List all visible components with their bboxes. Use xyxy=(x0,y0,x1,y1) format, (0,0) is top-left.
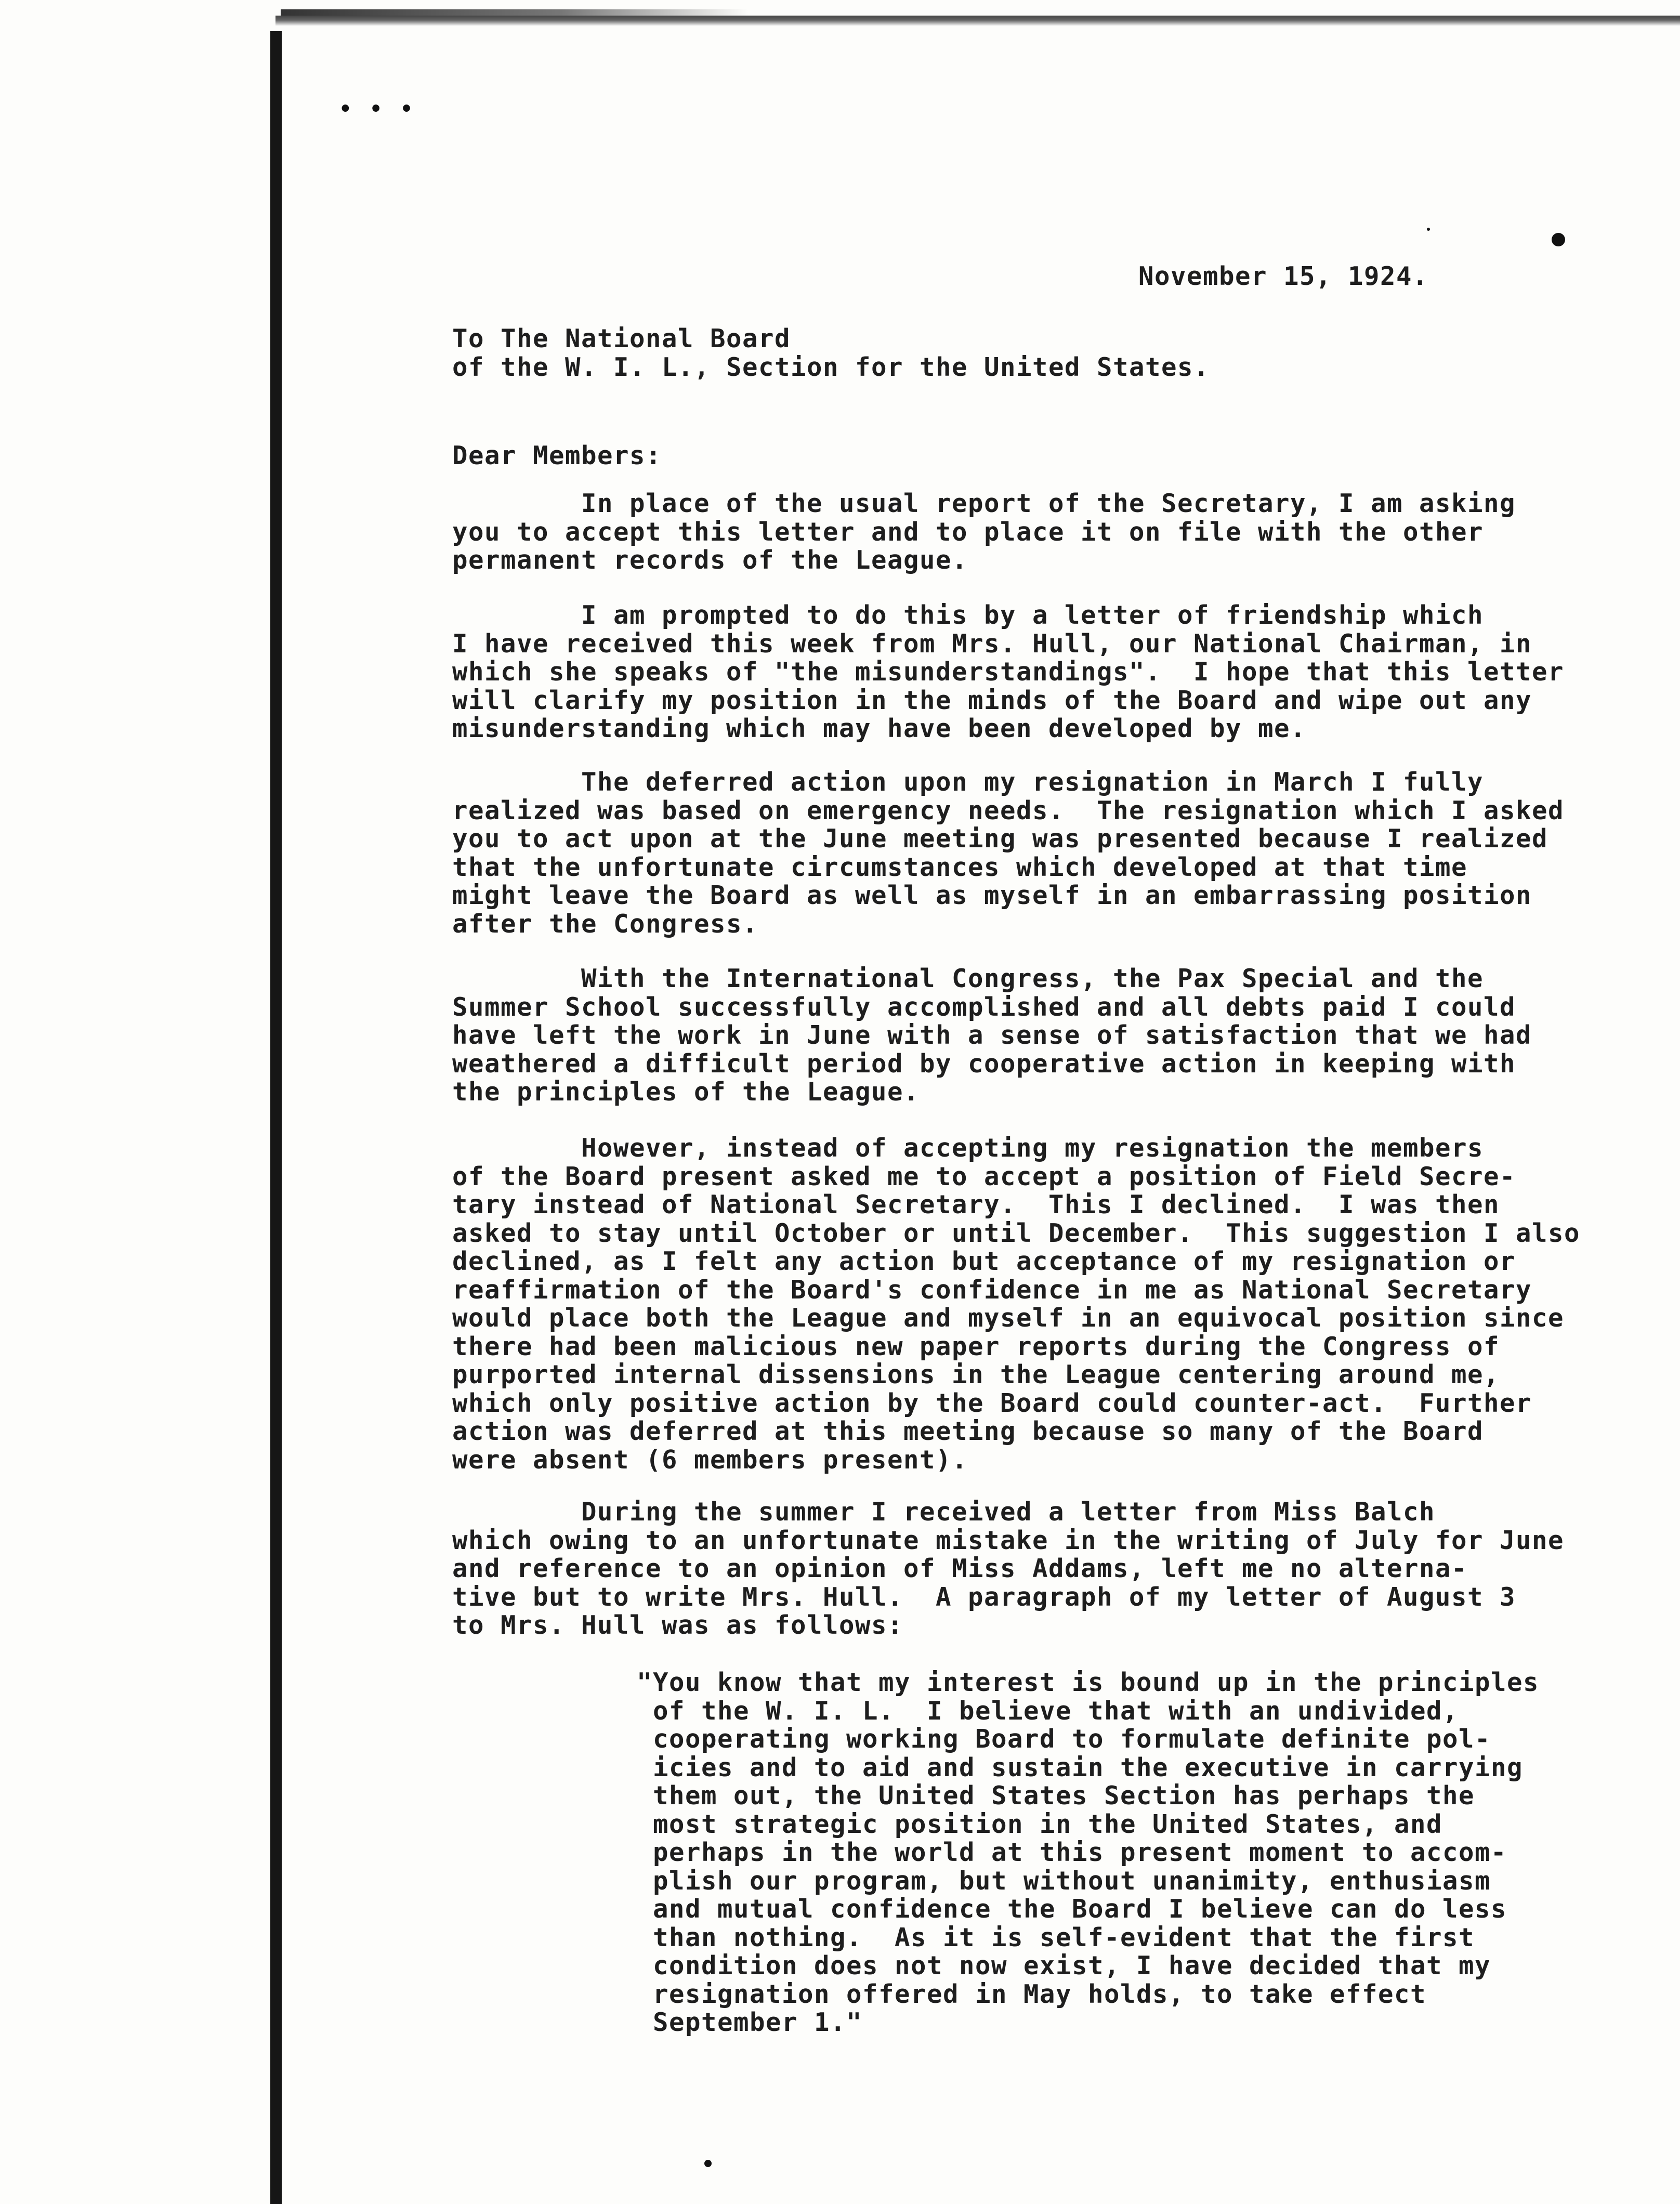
paragraph-6 xyxy=(452,1498,1564,1640)
text-line: were absent (6 members present). xyxy=(452,1445,968,1475)
text-line: misunderstanding which may have been developed by me. xyxy=(452,714,1307,743)
corner-marks: ••• xyxy=(338,96,430,124)
text-line: During the summer I received a letter from Miss Balch xyxy=(452,1497,1436,1527)
text-line: asked to stay until October or until December. This suggestion I also xyxy=(452,1218,1581,1248)
text-line: declined, as I felt any action but acceptance of my resignation or xyxy=(452,1247,1516,1276)
address-line: of the W. I. L., Section for the United States. xyxy=(452,352,1210,382)
text-line: after the Congress. xyxy=(452,909,759,939)
text-line: would place both the League and myself in an equivocal position since xyxy=(452,1303,1565,1333)
text-line: which owing to an unfortunate mistake in the writing of July for June xyxy=(452,1525,1565,1555)
text-line: September 1." xyxy=(637,2008,863,2037)
text-line: and reference to an opinion of Miss Addams, left me no alterna- xyxy=(452,1554,1468,1583)
text-line: which only positive action by the Board could counter-act. Further xyxy=(452,1388,1532,1418)
text-line: reaffirmation of the Board's confidence in me as National Secretary xyxy=(452,1275,1532,1305)
text-line: With the International Congress, the Pax Special and the xyxy=(452,964,1484,993)
text-line: purported internal dissensions in the League centering around me, xyxy=(452,1360,1500,1389)
text-line: of the W. I. L. I believe that with an undivided, xyxy=(637,1696,1459,1726)
text-line: I have received this week from Mrs. Hull, our National Chairman, in xyxy=(452,628,1532,659)
text-line: you to act upon at the June meeting was presented because I realized xyxy=(452,824,1548,854)
text-line: The deferred action upon my resignation in March I fully xyxy=(452,767,1484,797)
text-line: might leave the Board as well as myself in an embarrassing position xyxy=(452,881,1532,910)
address-line: To The National Board xyxy=(452,324,791,353)
text-line: However, instead of accepting my resignation the members xyxy=(452,1133,1484,1163)
text-line: of the Board present asked me to accept a position of Field Secre- xyxy=(452,1161,1516,1191)
text-line: resignation offered in May holds, to take effect xyxy=(637,1979,1427,2009)
paragraph-2 xyxy=(452,601,1564,743)
text-line: will clarify my position in the minds of the Board and wipe out any xyxy=(452,685,1532,715)
scan-top-edge xyxy=(275,16,1680,26)
text-line: which she speaks of "the misunderstandings". I hope that this letter xyxy=(452,657,1565,687)
text-line: perhaps in the world at this present moment to accom- xyxy=(637,1838,1507,1867)
text-line: condition does not now exist, I have decided that my xyxy=(637,1951,1491,1980)
text-line: tary instead of National Secretary. This I declined. I was then xyxy=(452,1190,1500,1219)
text-line: I am prompted to do this by a letter of friendship which xyxy=(452,600,1484,630)
text-line: you to accept this letter and to place it on file with the other xyxy=(452,517,1484,547)
text-line: "You know that my interest is bound up in the principles xyxy=(637,1668,1540,1697)
scan-left-border xyxy=(270,31,282,2204)
text-line: realized was based on emergency needs. The resignation which I asked xyxy=(452,795,1565,825)
text-line: icies and to aid and sustain the executive in carrying xyxy=(637,1752,1524,1782)
text-line: weathered a difficult period by cooperative action in keeping with xyxy=(452,1048,1516,1079)
text-line: tive but to write Mrs. Hull. A paragraph of my letter of August 3 xyxy=(452,1582,1516,1612)
ink-speck xyxy=(1552,233,1565,246)
text-line: that the unfortunate circumstances which developed at that time xyxy=(452,852,1468,882)
text-line: most strategic position in the United States, and xyxy=(637,1809,1443,1839)
text-line: there had been malicious new paper reports during the Congress of xyxy=(452,1331,1500,1361)
letter-date: November 15, 1924. xyxy=(1138,261,1429,291)
paragraph-3 xyxy=(452,768,1564,938)
paragraph-5 xyxy=(452,1134,1580,1474)
text-line: than nothing. As it is self-evident that the first xyxy=(637,1922,1475,1952)
text-line: In place of the usual report of the Secretary, I am asking xyxy=(452,489,1516,518)
text-line: Summer School successfully accomplished and all debts paid I could xyxy=(452,992,1516,1022)
quoted-paragraph xyxy=(637,1669,1539,2037)
text-line: them out, the United States Section has perhaps the xyxy=(637,1781,1475,1811)
text-line: to Mrs. Hull was as follows: xyxy=(452,1610,904,1640)
ink-speck xyxy=(1427,228,1430,231)
recipient-address xyxy=(452,325,1210,382)
ink-speck xyxy=(704,2160,712,2167)
text-line: the principles of the League. xyxy=(452,1077,920,1107)
salutation: Dear Members: xyxy=(452,441,662,470)
text-line: have left the work in June with a sense of satisfaction that we had xyxy=(452,1020,1532,1050)
text-line: cooperating working Board to formulate definite pol- xyxy=(637,1724,1491,1754)
text-line: permanent records of the League. xyxy=(452,545,968,575)
text-line: and mutual confidence the Board I believe can do less xyxy=(637,1894,1507,1924)
paragraph-1 xyxy=(452,490,1516,575)
paragraph-4 xyxy=(452,965,1532,1107)
text-line: plish our program, but without unanimity, enthusiasm xyxy=(637,1866,1491,1896)
text-line: action was deferred at this meeting because so many of the Board xyxy=(452,1416,1484,1446)
